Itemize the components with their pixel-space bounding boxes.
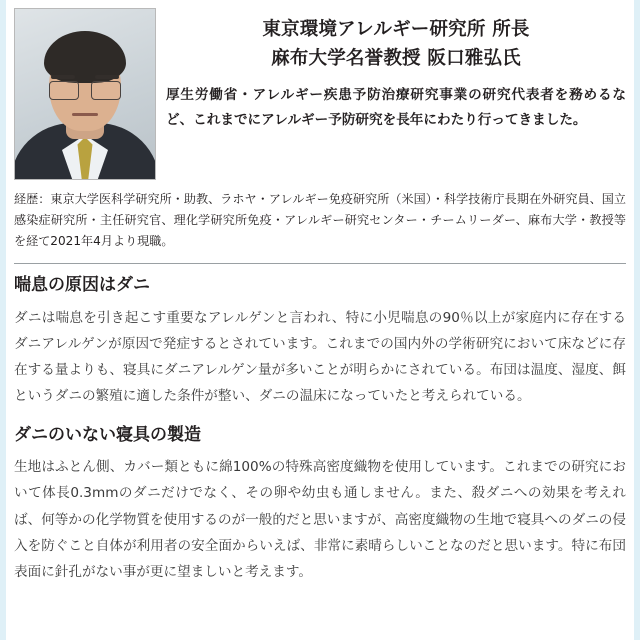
section-heading-bedding: ダニのいない寝具の製造 [14,424,201,445]
lede-paragraph: 厚生労働省・アレルギー疾患予防治療研究事業の研究代表者を務めるなど、これまでにアレルギー予防研究を長年にわたり行ってきました。 [166,87,626,128]
section-body-bedding: 生地はふとん側、カバー類ともに綿100%の特殊高密度織物を使用しています。これまでの研究において体長0.3mmのダニだけでなく、その卵や幼虫も通しません。また、殺ダニへの効果を考えれば、何等かの化学物質を使用するのが一般的だと思いますが、高密度織物の生地で寝具へのダニの侵入を防ぐこと自体が利用者の安全面からいえば、非常に素晴らしいことなのだと思います。特に布団表面に針孔がない事が更に望ましいと考えます。 [14,459,626,580]
header-text-block [166,8,626,132]
page-title [166,16,626,73]
section-divider [14,263,626,264]
profile-header [14,8,626,180]
glasses-icon [47,81,123,99]
photo-mouth [72,113,98,116]
page-title-line-1: 東京環境アレルギー研究所 所長 [262,19,530,40]
page-title-line-2: 麻布大学名誉教授 阪口雅弘氏 [271,47,521,69]
profile-photo [14,8,156,180]
photo-brow-right [95,75,119,79]
section-heading-asthma: 喘息の原因はダニ [14,275,150,296]
section-body-asthma: ダニは喘息を引き起こす重要なアレルゲンと言われ、特に小児喘息の90％以上が家庭内に存在するダニアレルゲンが原因で発症するとされています。これまでの国内外の学術研究において床などに存在する量よりも、寝具にダニアレルゲン量が多いことが明らかにされている。布団は温度、湿度、餌というダニの繁殖に適した条件が整い、ダニの温床になっていたと考えられている。 [14,310,626,405]
photo-brow-left [51,75,75,79]
biography-text: 経歴：東京大学医科学研究所・助教、ラホヤ・アレルギー免疫研究所（米国）・科学技術庁長期在外研究員、国立感染症研究所・主任研究官、理化学研究所免疫・アレルギー研究センター・チームリーダー、麻布大学・教授等を経て2021年4月より現職。 [14,192,626,248]
